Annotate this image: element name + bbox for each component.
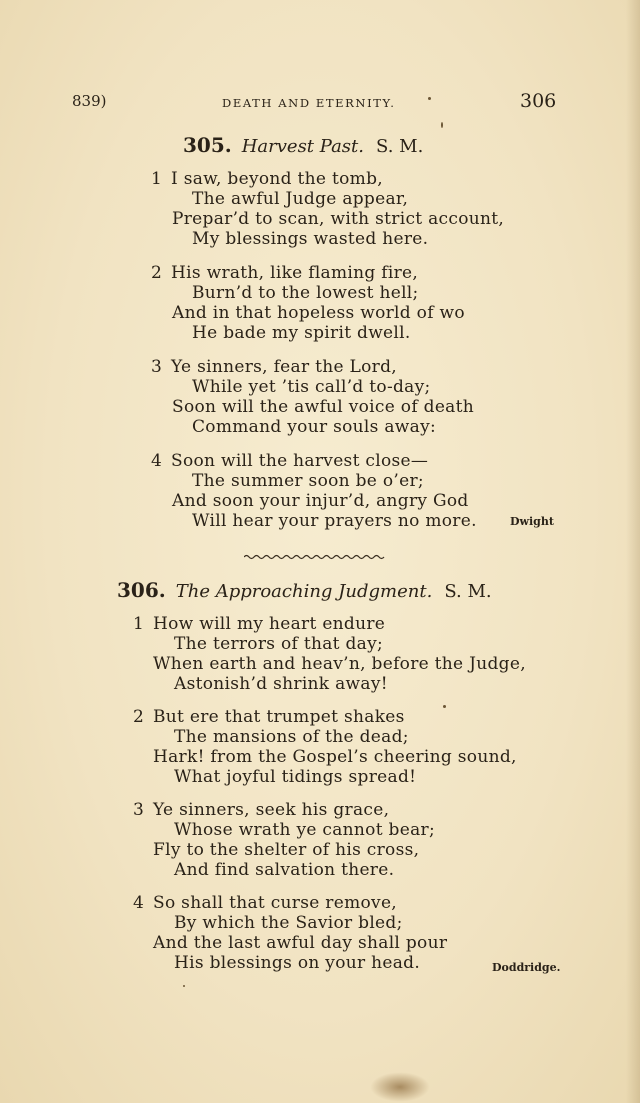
verse-line: He bade my spirit dwell.: [192, 323, 411, 343]
ink-speck: [441, 122, 443, 128]
verse-line: 3 Ye sinners, seek his grace,: [133, 800, 390, 820]
hymn-meter: S. M.: [376, 136, 424, 157]
verse-line: Burn’d to the lowest hell;: [192, 283, 419, 303]
stanza-number: 4: [151, 451, 163, 471]
verse-line: My blessings wasted here.: [192, 229, 429, 249]
verse-line: The awful Judge appear,: [192, 189, 409, 209]
verse-line: What joyful tidings spread!: [174, 767, 417, 787]
verse-line: 2 But ere that trumpet shakes: [133, 707, 405, 727]
stanza-number: 3: [133, 800, 145, 820]
verse-line: When earth and heav’n, before the Judge,: [153, 654, 526, 674]
author-attribution: Doddridge.: [492, 961, 561, 974]
hymn-306-heading: [117, 578, 492, 602]
verse-line: Whose wrath ye cannot bear;: [174, 820, 435, 840]
verse-line: 4 Soon will the harvest close—: [151, 451, 429, 471]
stanza-number: 4: [133, 893, 145, 913]
verse-line: The terrors of that day;: [174, 634, 384, 654]
stanza-number: 2: [151, 263, 163, 283]
ink-speck: [443, 705, 446, 708]
verse-line: Astonish’d shrink away!: [174, 674, 388, 694]
page-stain: [370, 1072, 430, 1102]
stanza-number: 2: [133, 707, 145, 727]
hymn-305-heading: [183, 133, 423, 157]
wavy-divider: [244, 553, 386, 561]
hymn-meter: S. M.: [444, 581, 492, 602]
verse-line: Command your souls away:: [192, 417, 436, 437]
verse-line: Fly to the shelter of his cross,: [153, 840, 420, 860]
stanza-number: 1: [133, 614, 145, 634]
hymn-number: 306.: [117, 578, 166, 602]
verse-line: While yet ’tis call’d to-day;: [192, 377, 431, 397]
previous-page-marker: 839): [72, 92, 107, 110]
verse-line: And the last awful day shall pour: [153, 933, 448, 953]
verse-line: Hark! from the Gospel’s cheering sound,: [153, 747, 517, 767]
hymn-number: 305.: [183, 133, 232, 157]
ink-speck: [183, 985, 185, 987]
verse-line: Soon will the awful voice of death: [172, 397, 474, 417]
hymn-title: Harvest Past.: [241, 136, 364, 157]
verse-line: By which the Savior bled;: [174, 913, 403, 933]
verse-line: The mansions of the dead;: [174, 727, 409, 747]
stanza-number: 3: [151, 357, 163, 377]
hymn-title: The Approaching Judgment.: [175, 581, 433, 602]
author-attribution: Dwight: [510, 515, 554, 528]
running-header: [0, 88, 640, 118]
verse-line: 1 I saw, beyond the tomb,: [151, 169, 383, 189]
ink-speck: [428, 97, 431, 100]
verse-line: Prepar’d to scan, with strict account,: [172, 209, 505, 229]
verse-line: 3 Ye sinners, fear the Lord,: [151, 357, 397, 377]
stanza-number: 1: [151, 169, 163, 189]
page-hymn-number: 306: [520, 90, 557, 112]
verse-line: 1 How will my heart endure: [133, 614, 386, 634]
verse-line: 4 So shall that curse remove,: [133, 893, 398, 913]
verse-line: And soon your injur’d, angry God: [172, 491, 469, 511]
running-title: DEATH AND ETERNITY.: [222, 96, 396, 110]
page-edge-shadow: [626, 0, 640, 1103]
verse-line: And in that hopeless world of wo: [172, 303, 465, 323]
verse-line: 2 His wrath, like flaming fire,: [151, 263, 419, 283]
verse-line: And find salvation there.: [174, 860, 395, 880]
verse-line: The summer soon be o’er;: [192, 471, 424, 491]
verse-line: Will hear your prayers no more.: [192, 511, 477, 531]
verse-line: His blessings on your head.: [174, 953, 421, 973]
